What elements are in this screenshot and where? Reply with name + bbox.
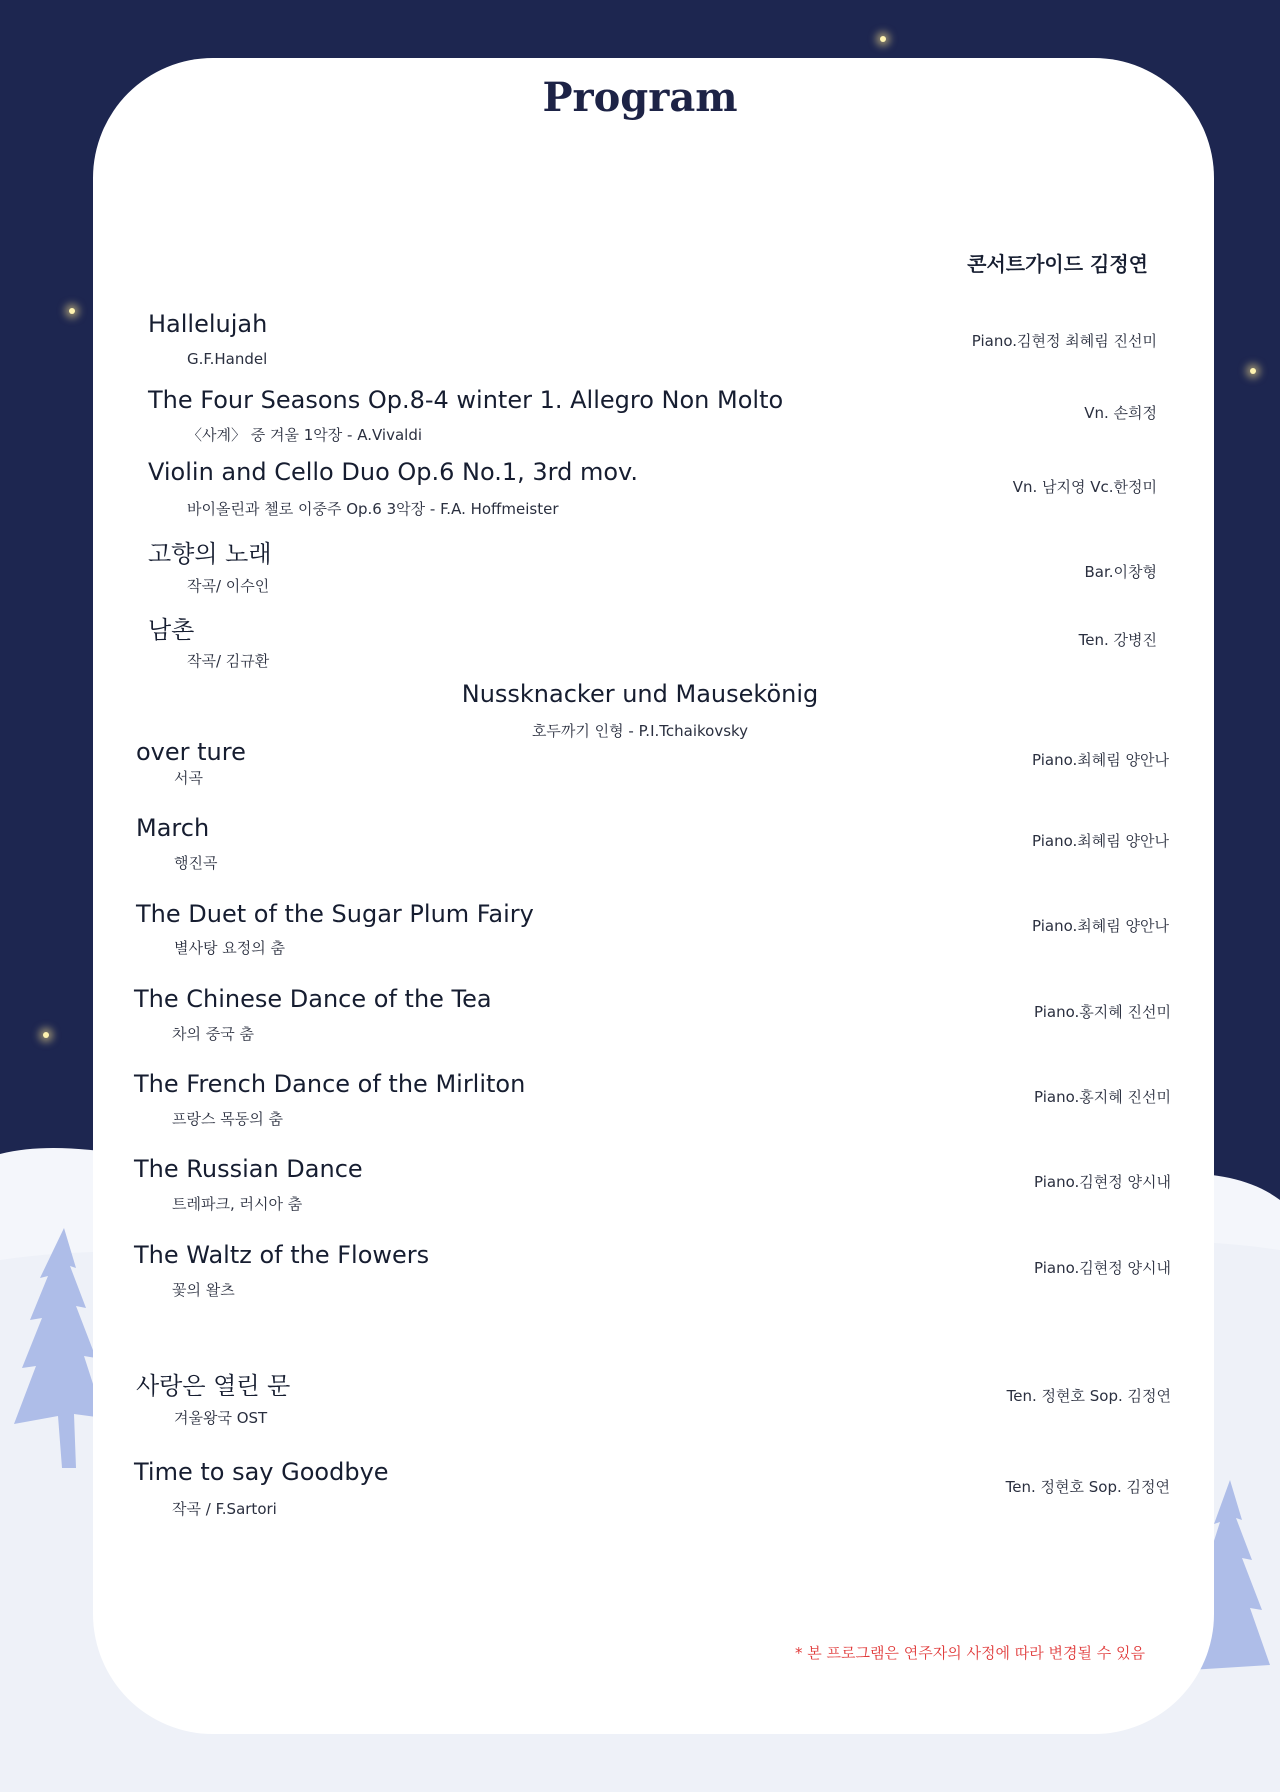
star-decoration: [43, 1032, 49, 1038]
performer: Piano.김현정 양시내: [1034, 1173, 1171, 1191]
program-title: 사랑은 열린 문: [136, 1372, 291, 1400]
program-title: The Chinese Dance of the Tea: [134, 985, 492, 1013]
program-title: 고향의 노래: [148, 540, 272, 568]
program-title: The Waltz of the Flowers: [134, 1241, 430, 1269]
performer: Vn. 남지영 Vc.한정미: [1012, 478, 1157, 496]
program-subtitle: 〈사계〉 중 겨울 1악장 - A.Vivaldi: [187, 426, 423, 444]
performer: Bar.이창형: [1084, 563, 1157, 581]
program-subtitle: 작곡 / F.Sartori: [172, 1500, 277, 1518]
star-decoration: [1250, 368, 1256, 374]
program-subtitle: 겨울왕국 OST: [174, 1409, 268, 1427]
program-title: Hallelujah: [148, 310, 268, 338]
performer: Vn. 손희정: [1084, 404, 1157, 422]
change-notice: * 본 프로그램은 연주자의 사정에 따라 변경될 수 있음: [795, 1644, 1145, 1662]
program-title: Time to say Goodbye: [134, 1458, 389, 1486]
performer: Piano.최혜림 양안나: [1032, 832, 1169, 850]
page-title: Program: [542, 74, 738, 121]
program-title: The Russian Dance: [134, 1155, 363, 1183]
performer: Ten. 강병진: [1078, 631, 1157, 649]
performer: Piano.김현정 양시내: [1034, 1259, 1171, 1277]
program-title: Violin and Cello Duo Op.6 No.1, 3rd mov.: [148, 458, 639, 486]
program-title: The French Dance of the Mirliton: [134, 1070, 526, 1098]
tree-left: [14, 1228, 104, 1468]
program-title: The Four Seasons Op.8-4 winter 1. Allegro Non Molto: [148, 386, 784, 414]
section-title: Nussknacker und Mausekönig: [461, 680, 819, 708]
section-subtitle: 호두까기 인형 - P.I.Tchaikovsky: [531, 722, 749, 740]
program-subtitle: 서곡: [174, 769, 203, 787]
performer: Ten. 정현호 Sop. 김정연: [1005, 1478, 1170, 1496]
program-title: March: [136, 814, 210, 842]
program-title: 남촌: [148, 616, 195, 644]
program-subtitle: G.F.Handel: [187, 350, 268, 368]
program-subtitle: 프랑스 목동의 춤: [172, 1110, 283, 1128]
performer: Piano.최혜림 양안나: [1032, 751, 1169, 769]
star-decoration: [69, 308, 75, 314]
star-decoration: [880, 36, 886, 42]
performer: Piano.김현정 최혜림 진선미: [971, 332, 1157, 350]
concert-guide: 콘서트가이드 김정연: [967, 252, 1148, 276]
performer: Ten. 정현호 Sop. 김정연: [1006, 1387, 1171, 1405]
program-subtitle: 바이올린과 첼로 이중주 Op.6 3악장 - F.A. Hoffmeister: [187, 500, 559, 518]
program-subtitle: 차의 중국 춤: [172, 1025, 254, 1043]
program-subtitle: 작곡/ 김규환: [187, 652, 270, 670]
program-subtitle: 트레파크, 러시아 춤: [172, 1195, 303, 1213]
performer: Piano.홍지혜 진선미: [1034, 1003, 1171, 1021]
program-title: over ture: [136, 738, 246, 766]
performer: Piano.홍지혜 진선미: [1034, 1088, 1171, 1106]
program-subtitle: 별사탕 요정의 춤: [174, 939, 285, 957]
program-subtitle: 작곡/ 이수인: [187, 577, 270, 595]
program-subtitle: 행진곡: [174, 854, 218, 872]
performer: Piano.최혜림 양안나: [1032, 917, 1169, 935]
program-title: The Duet of the Sugar Plum Fairy: [136, 900, 534, 928]
program-subtitle: 꽃의 왈츠: [172, 1281, 235, 1299]
